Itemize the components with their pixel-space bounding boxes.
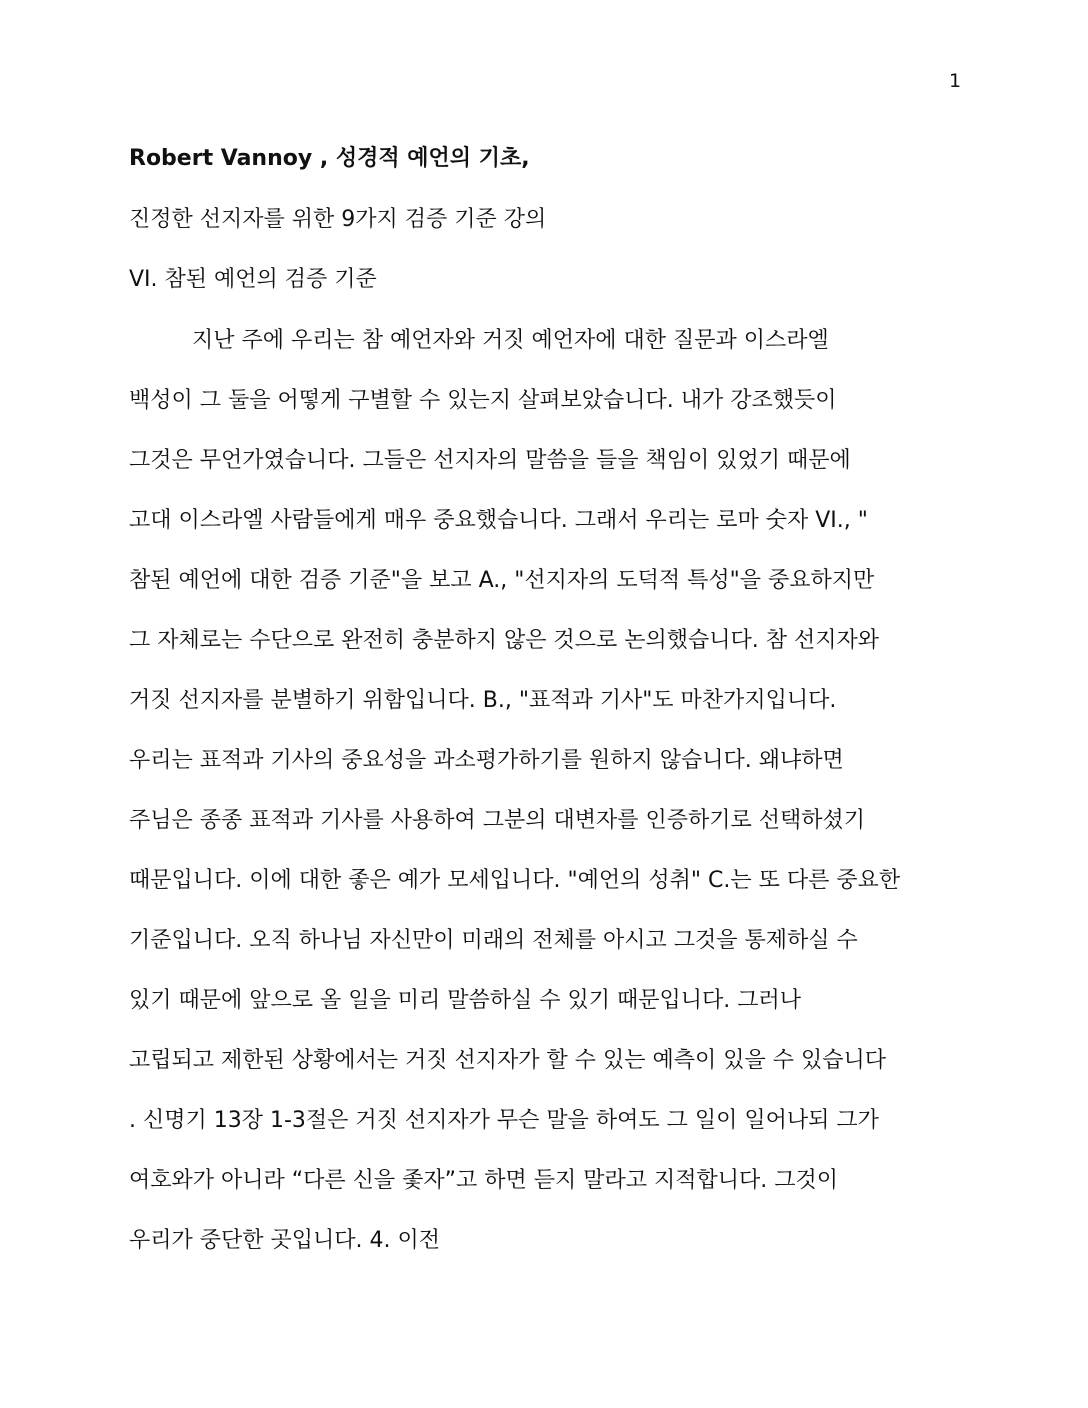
body-line: 고립되고 제한된 상황에서는 거짓 선지자가 할 수 있는 예측이 있을 수 있습니다 [129,1048,886,1073]
body-line: 그것은 무언가였습니다. 그들은 선지자의 말씀을 들을 책임이 있었기 때문에 [129,448,851,473]
body-line: 거짓 선지자를 분별하기 위함입니다. B., "표적과 기사"도 마찬가지입니다. [129,688,837,713]
body-line: 고대 이스라엘 사람들에게 매우 중요했습니다. 그래서 우리는 로마 숫자 VI., " [129,508,868,533]
body-line: 우리가 중단한 곳입니다. 4. 이전 [129,1228,440,1253]
body-line: 참된 예언에 대한 검증 기준"을 보고 A., "선지자의 도덕적 특성"을 중요하지만 [129,568,875,593]
body-line: 때문입니다. 이에 대한 좋은 예가 모세입니다. "예언의 성취" C.는 또 다른 중요한 [129,868,901,893]
body-line: 지난 주에 우리는 참 예언자와 거짓 예언자에 대한 질문과 이스라엘 [192,328,829,353]
body-line: . 신명기 13장 1-3절은 거짓 선지자가 무슨 말을 하여도 그 일이 일어나되 그가 [129,1108,879,1133]
body-line: 백성이 그 둘을 어떻게 구별할 수 있는지 살펴보았습니다. 내가 강조했듯이 [129,388,837,413]
body-line: 주님은 종종 표적과 기사를 사용하여 그분의 대변자를 인증하기로 선택하셨기 [129,808,866,833]
lecture-title: 진정한 선지자를 위한 9가지 검증 기준 강의 [129,207,547,232]
body-line: 기준입니다. 오직 하나님 자신만이 미래의 전체를 아시고 그것을 통제하실 수 [129,928,858,953]
body-line: 있기 때문에 앞으로 올 일을 미리 말씀하실 수 있기 때문입니다. 그러나 [129,988,801,1013]
document-title: Robert Vannoy , 성경적 예언의 기초, [129,146,530,171]
body-line: 그 자체로는 수단으로 완전히 충분하지 않은 것으로 논의했습니다. 참 선지자와 [129,628,879,653]
section-heading: VI. 참된 예언의 검증 기준 [129,267,377,292]
body-line: 여호와가 아니라 “다른 신을 좇자”고 하면 듣지 말라고 지적합니다. 그것이 [129,1168,839,1193]
page-number: 1 [949,70,962,92]
body-line: 우리는 표적과 기사의 중요성을 과소평가하기를 원하지 않습니다. 왜냐하면 [129,748,844,773]
